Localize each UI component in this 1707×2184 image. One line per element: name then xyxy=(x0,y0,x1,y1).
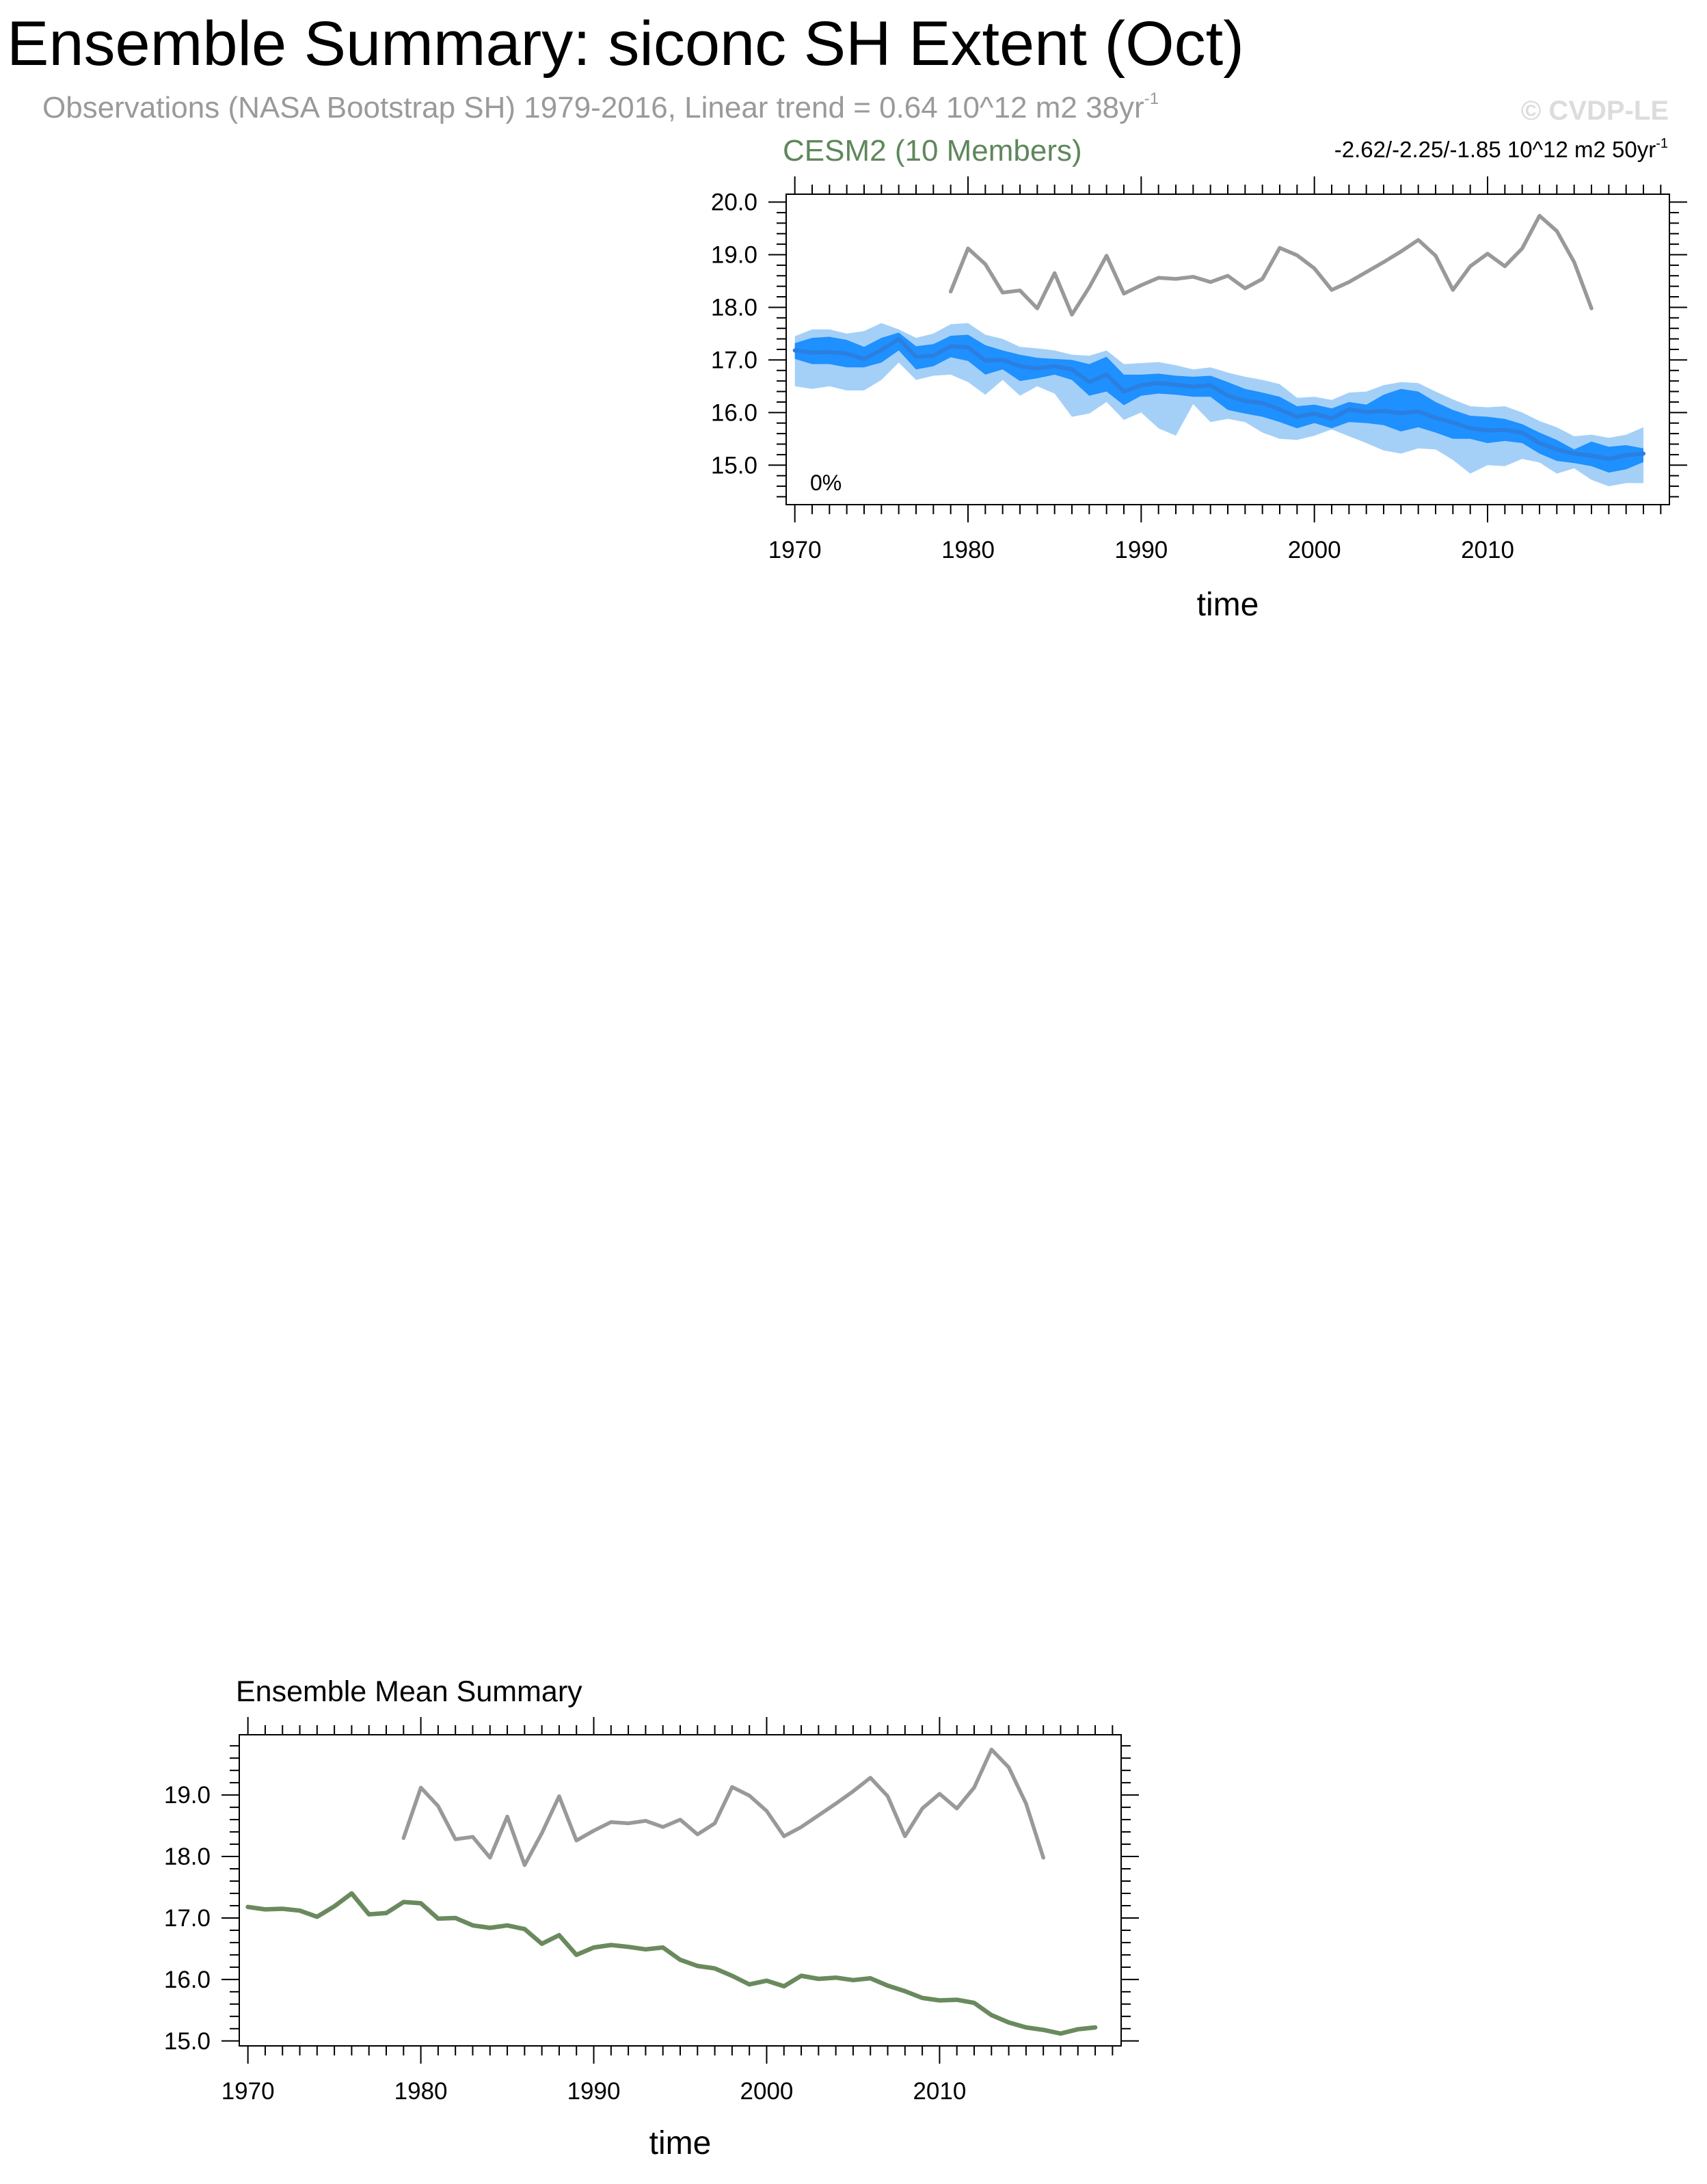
observations-subtitle-text: Observations (NASA Bootstrap SH) 1979-2016, Linear trend = 0.64 10^12 m2 38yr xyxy=(42,91,1144,124)
y-tick-label: 20.0 xyxy=(710,189,757,216)
x-tick-label: 1980 xyxy=(394,2078,448,2105)
y-tick-label: 17.0 xyxy=(710,347,757,374)
x-tick-label: 2010 xyxy=(913,2078,967,2105)
observations-subtitle-exponent: -1 xyxy=(1144,89,1159,108)
trend-range-exponent: -1 xyxy=(1656,136,1668,151)
x-tick-label: 1980 xyxy=(941,537,995,563)
x-tick-label: 2000 xyxy=(740,2078,794,2105)
y-tick-label: 15.0 xyxy=(710,452,757,479)
cesm2-panel xyxy=(711,134,1687,623)
trend-range-text: -2.62/-2.25/-1.85 10^12 m2 50yr xyxy=(1334,137,1656,162)
y-tick-label: 18.0 xyxy=(710,294,757,321)
x-tick-label: 2010 xyxy=(1461,537,1514,563)
x-tick-label: 2000 xyxy=(1287,537,1341,563)
panel-title: CESM2 (10 Members) xyxy=(783,134,1082,168)
trend-range-label xyxy=(1334,136,1668,162)
y-tick-label: 19.0 xyxy=(710,241,757,269)
y-tick-label: 19.0 xyxy=(163,1782,211,1809)
x-axis-label: time xyxy=(649,2125,712,2161)
watermark: © CVDP-LE xyxy=(1520,96,1669,126)
panel-title: Ensemble Mean Summary xyxy=(236,1675,582,1708)
x-axis-label: time xyxy=(1196,587,1259,623)
percent-annotation: 0% xyxy=(810,470,842,495)
y-tick-label: 17.0 xyxy=(163,1904,211,1932)
plot-frame xyxy=(239,1735,1121,2046)
x-tick-label: 1990 xyxy=(1114,537,1168,563)
y-tick-label: 16.0 xyxy=(710,399,757,427)
page-title: Ensemble Summary: siconc SH Extent (Oct) xyxy=(7,9,1244,79)
y-tick-label: 16.0 xyxy=(163,1966,211,1993)
y-tick-label: 18.0 xyxy=(163,1843,211,1871)
ensemble-mean-line xyxy=(248,1893,1096,2034)
x-tick-label: 1970 xyxy=(221,2078,275,2105)
observations-line xyxy=(403,1750,1043,1865)
y-tick-label: 15.0 xyxy=(163,2027,211,2055)
observations-line xyxy=(951,216,1591,315)
x-tick-label: 1970 xyxy=(768,537,822,563)
ensemble-mean-summary-panel xyxy=(164,1675,1139,2161)
x-tick-label: 1990 xyxy=(567,2078,621,2105)
